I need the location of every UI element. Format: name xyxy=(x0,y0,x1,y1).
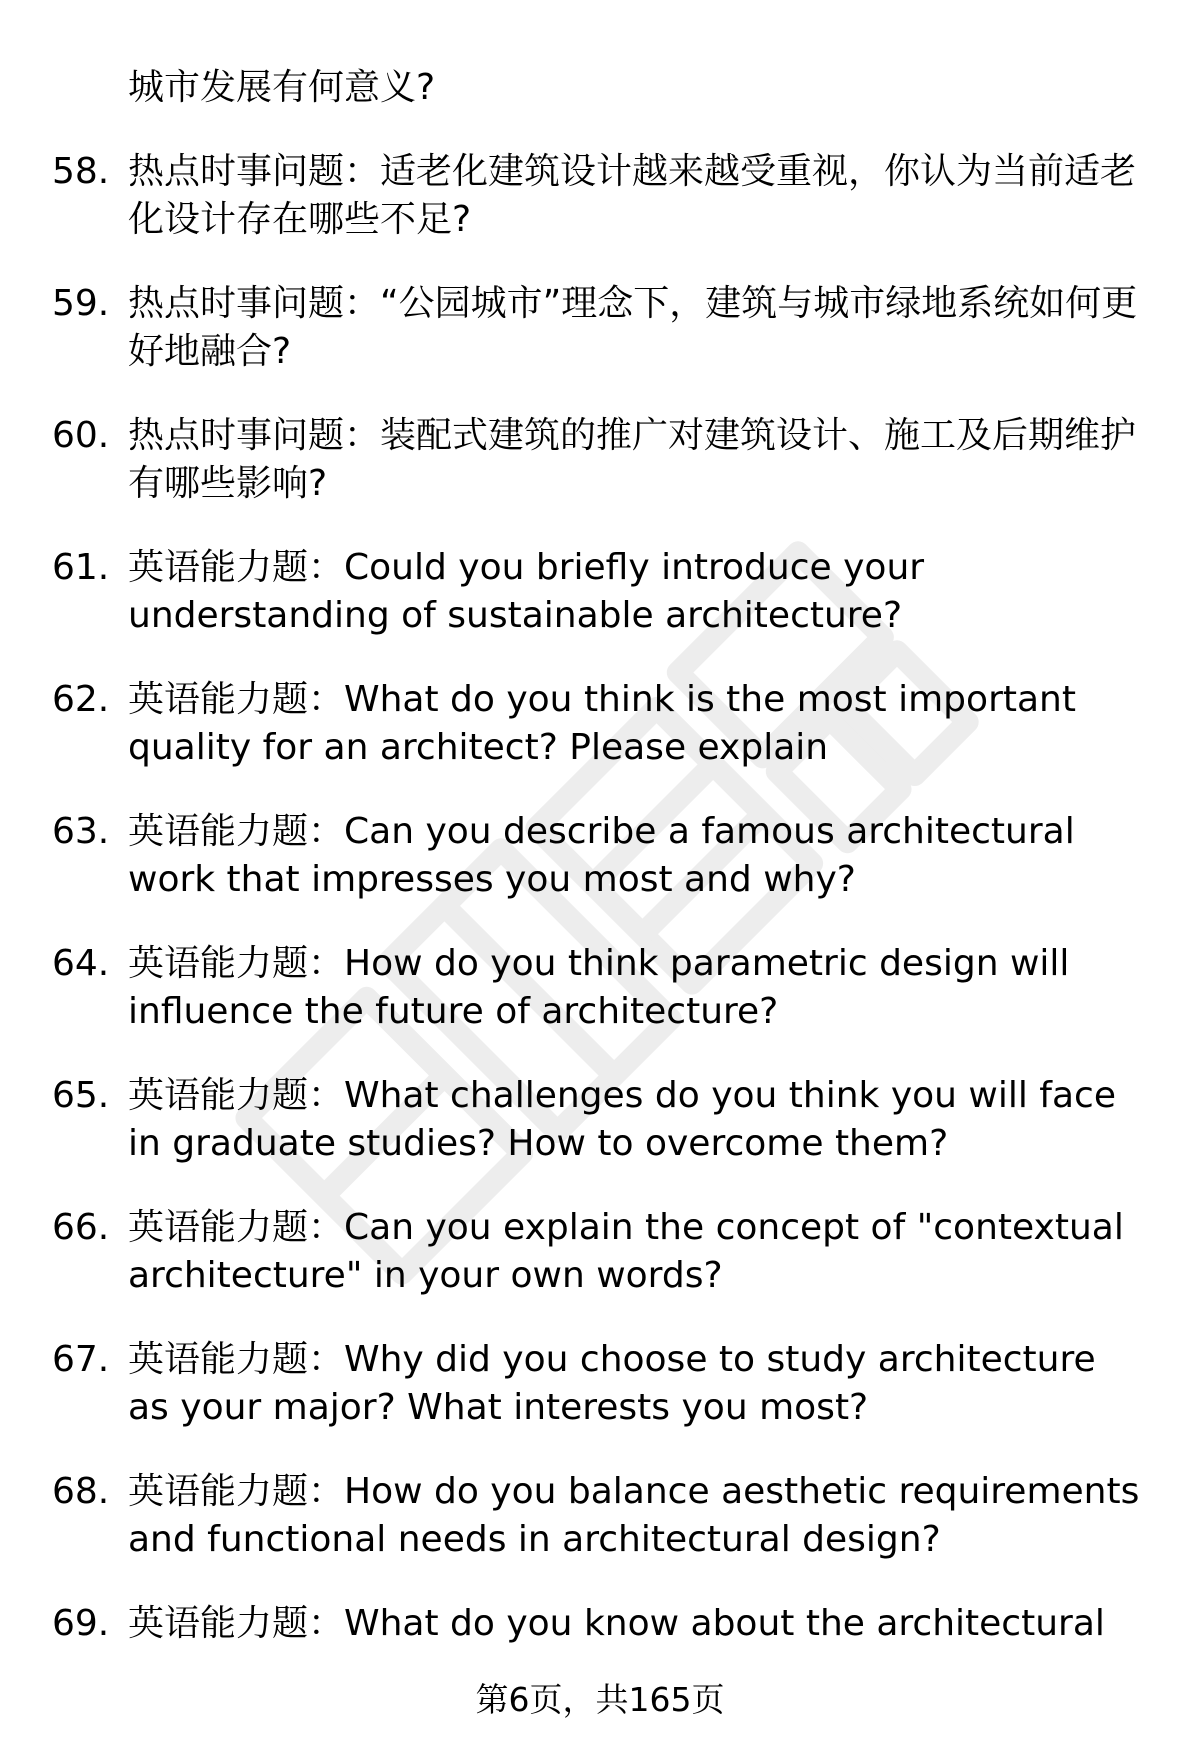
question-number: 60. xyxy=(52,415,110,456)
question-item xyxy=(52,280,1142,376)
question-item xyxy=(52,148,1142,244)
question-list xyxy=(52,64,1142,1684)
question-text: 英语能力题：How do you think parametric design will influence the future of architecture? xyxy=(128,943,1070,1032)
question-number: 68. xyxy=(52,1471,110,1512)
question-item xyxy=(52,1072,1142,1168)
question-text: 英语能力题：How do you balance aesthetic requirements and functional needs in architectural design? xyxy=(128,1471,1140,1560)
question-text: 英语能力题：Why did you choose to study architecture as your major? What interests you most? xyxy=(128,1339,1096,1428)
question-text: 英语能力题：Could you briefly introduce your understanding of sustainable architecture? xyxy=(128,547,925,636)
page-footer: 第6页，共165页 xyxy=(475,1680,725,1719)
question-number: 69. xyxy=(52,1603,110,1644)
question-number: 67. xyxy=(52,1339,110,1380)
question-item xyxy=(52,412,1142,508)
question-text: 英语能力题：What do you know about the architectural xyxy=(128,1603,1105,1644)
question-number: 61. xyxy=(52,547,110,588)
question-item xyxy=(52,1336,1142,1432)
continuation-text: 城市发展有何意义? xyxy=(128,67,436,108)
question-item xyxy=(52,676,1142,772)
question-text: 英语能力题：What do you think is the most important quality for an architect? Please explain xyxy=(128,679,1076,768)
question-number: 59. xyxy=(52,283,110,324)
question-text: 热点时事问题：“公园城市”理念下，建筑与城市绿地系统如何更好地融合? xyxy=(128,283,1138,372)
question-text: 英语能力题：Can you explain the concept of "contextual architecture" in your own words? xyxy=(128,1207,1124,1296)
question-item xyxy=(52,544,1142,640)
question-text: 英语能力题：What challenges do you think you will face in graduate studies? How to overcome them? xyxy=(128,1075,1116,1164)
question-item xyxy=(52,1204,1142,1300)
question-number: 66. xyxy=(52,1207,110,1248)
question-item xyxy=(52,1600,1142,1648)
question-text: 热点时事问题：适老化建筑设计越来越受重视，你认为当前适老化设计存在哪些不足? xyxy=(128,151,1137,240)
question-item xyxy=(52,808,1142,904)
question-text: 英语能力题：Can you describe a famous architectural work that impresses you most and why? xyxy=(128,811,1075,900)
question-number: 65. xyxy=(52,1075,110,1116)
question-number: 58. xyxy=(52,151,110,192)
question-number: 64. xyxy=(52,943,110,984)
question-text: 热点时事问题：装配式建筑的推广对建筑设计、施工及后期维护有哪些影响? xyxy=(128,415,1137,504)
question-number: 63. xyxy=(52,811,110,852)
question-item xyxy=(52,1468,1142,1564)
question-item xyxy=(52,940,1142,1036)
question-number: 62. xyxy=(52,679,110,720)
